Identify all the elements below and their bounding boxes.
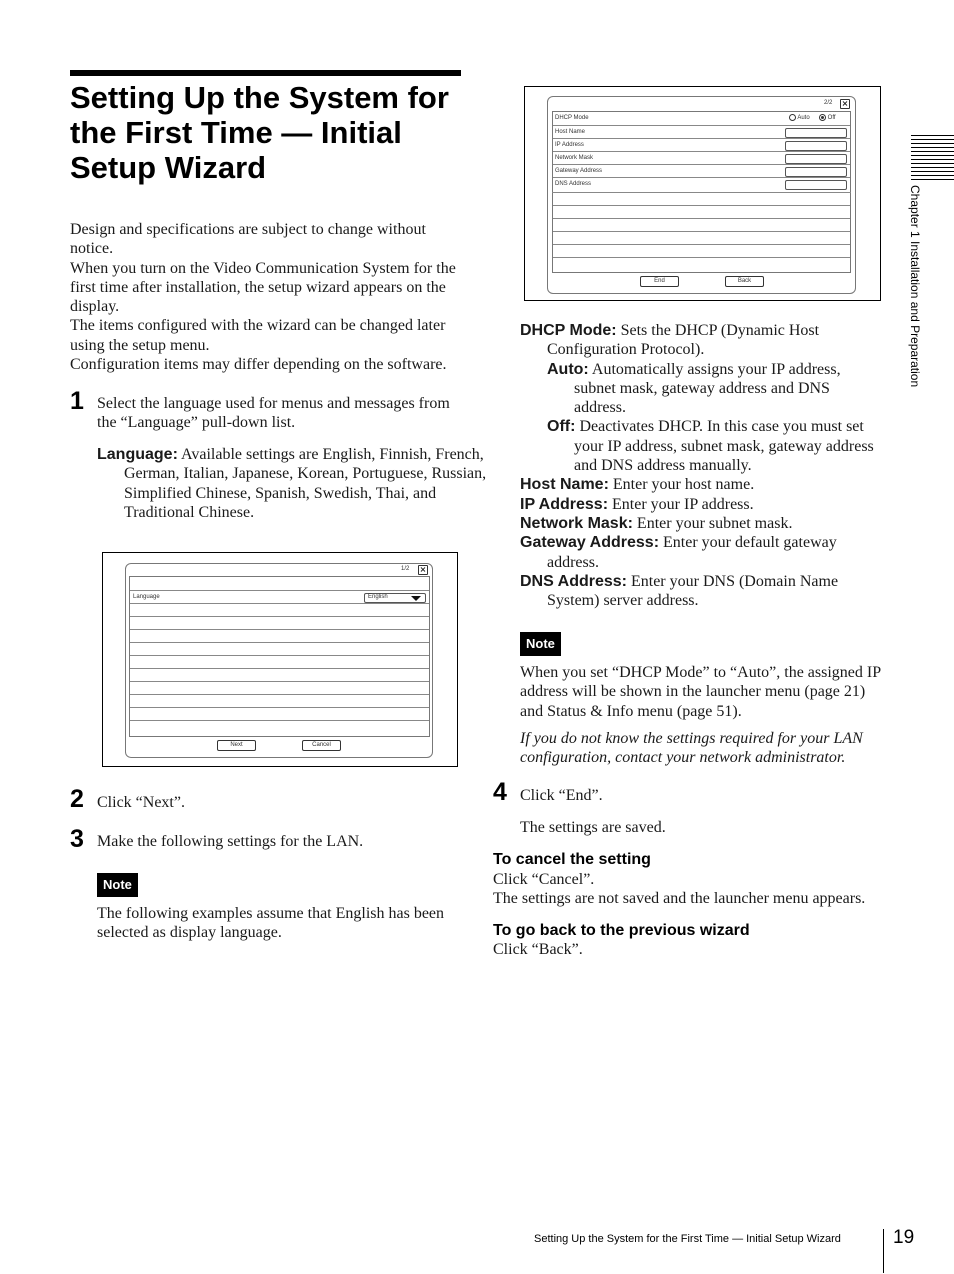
- wizard-page-indicator: 2/2: [824, 100, 833, 106]
- table-row: [130, 629, 429, 643]
- table-row: [130, 681, 429, 695]
- close-icon[interactable]: ×: [419, 565, 427, 574]
- chevron-down-icon: [411, 596, 421, 601]
- dns-label: DNS Address: [555, 181, 592, 187]
- step-3-number: 3: [70, 825, 84, 853]
- language-desc: Available settings are English, Finnish, French, German, Italian, Japanese, Korean, Portuguese, Russian, Simplified Chinese, Spanish, Swedish, Thai, and Traditional Chinese.: [124, 446, 487, 521]
- language-value: English: [368, 594, 388, 600]
- gateway-desc: Enter your default gateway address.: [547, 534, 837, 571]
- step-4-text: Click “End”.: [520, 787, 603, 804]
- step-1-text: Select the language used for menus and messages from the “Language” pull-down list.: [97, 395, 450, 432]
- intro-paragraph: When you turn on the Video Communication System for the first time after installation, the setup wizard appears on the display.: [70, 259, 456, 316]
- footer-divider: [883, 1229, 884, 1273]
- table-row: [130, 668, 429, 682]
- language-definition: [97, 445, 487, 522]
- off-term: Off:: [547, 418, 576, 436]
- auto-term: Auto:: [547, 360, 589, 378]
- note-badge: Note: [97, 873, 138, 897]
- title-line-3: Setup Wizard: [70, 150, 267, 185]
- network-mask-field[interactable]: [785, 154, 847, 164]
- host-name-field[interactable]: [785, 128, 847, 138]
- dns-row: [553, 177, 850, 191]
- chapter-tab-lines: [911, 135, 954, 180]
- step-3-text: Make the following settings for the LAN.: [97, 833, 364, 850]
- lan-definitions: [520, 321, 885, 610]
- step-4-number: 4: [493, 778, 507, 806]
- wizard-page-1-figure: [102, 552, 458, 767]
- intro-paragraph: The items configured with the wizard can be changed later using the setup menu.: [70, 317, 446, 354]
- wizard-page-2-figure: [524, 86, 881, 301]
- back-heading: To go back to the previous wizard: [493, 922, 750, 939]
- next-button[interactable]: Next: [217, 740, 256, 751]
- gateway-row: [553, 164, 850, 178]
- ip-term: IP Address:: [520, 495, 609, 513]
- ip-definition: [520, 495, 885, 514]
- gateway-term: Gateway Address:: [520, 534, 660, 552]
- page-title: [70, 80, 470, 185]
- dns-term: DNS Address:: [520, 572, 627, 590]
- off-desc: Deactivates DHCP. In this case you must set your IP address, subnet mask, gateway address and DNS address manually.: [574, 418, 874, 475]
- dhcp-off-option[interactable]: [819, 114, 836, 121]
- cancel-line-1: Click “Cancel”.: [493, 871, 595, 888]
- title-line-2: the First Time — Initial: [70, 115, 402, 150]
- dns-definition: [520, 572, 885, 611]
- gateway-label: Gateway Address: [555, 168, 603, 174]
- ip-row: [553, 138, 850, 152]
- radio-icon: [789, 114, 796, 121]
- wizard-dialog-2: [547, 96, 856, 294]
- language-row: [130, 590, 429, 604]
- radio-selected-icon: [819, 114, 826, 121]
- table-row: [553, 257, 850, 272]
- auto-desc: Automatically assigns your IP address, subnet mask, gateway address and DNS address.: [574, 360, 841, 417]
- title-line-1: Setting Up the System for: [70, 80, 449, 115]
- table-row: [553, 231, 850, 245]
- dhcp-term: DHCP Mode:: [520, 322, 617, 339]
- page-number: 19: [893, 1227, 915, 1248]
- cancel-button[interactable]: Cancel: [302, 740, 341, 751]
- mask-row: [553, 151, 850, 165]
- table-row: [130, 720, 429, 736]
- table-row: [130, 694, 429, 708]
- wizard-settings-grid: [552, 111, 851, 273]
- dhcp-desc: Sets the DHCP (Dynamic Host Configuration Protocol).: [547, 322, 820, 359]
- table-row: [130, 707, 429, 721]
- back-button[interactable]: Back: [725, 276, 764, 287]
- wizard-settings-grid: [129, 576, 430, 737]
- dns-desc: Enter your DNS (Domain Name System) server address.: [547, 572, 839, 610]
- ip-label: IP Address: [555, 142, 584, 148]
- step-2-number: 2: [70, 785, 84, 813]
- dhcp-label: DHCP Mode: [555, 115, 589, 121]
- step-1-number: 1: [70, 387, 84, 415]
- title-rule: [70, 70, 461, 76]
- table-row: [130, 616, 429, 630]
- footer-title: Setting Up the System for the First Time — Initial Setup Wizard: [534, 1233, 841, 1245]
- off-definition: [547, 417, 885, 475]
- ip-address-field[interactable]: [785, 141, 847, 151]
- cancel-line-2: The settings are not saved and the launcher menu appears.: [493, 890, 866, 907]
- intro: [70, 220, 465, 374]
- dhcp-definition: [520, 321, 885, 360]
- intro-paragraph: Design and specifications are subject to change without notice.: [70, 221, 426, 258]
- note-badge: Note: [520, 632, 561, 656]
- gateway-definition: [520, 533, 885, 572]
- ip-desc: Enter your IP address.: [608, 495, 754, 513]
- step-4-result: The settings are saved.: [520, 819, 666, 836]
- dhcp-row: [553, 112, 850, 125]
- table-row: [552, 192, 851, 206]
- end-button[interactable]: End: [640, 276, 679, 287]
- mask-desc: Enter your subnet mask.: [632, 514, 793, 532]
- chapter-label: Chapter 1 Installation and Preparation: [908, 185, 922, 388]
- step-3-note: The following examples assume that English has been selected as display language.: [97, 905, 445, 942]
- chapter-sidebar: [904, 185, 924, 445]
- network-admin-note: If you do not know the settings required for your LAN configuration, contact your network administrator.: [520, 730, 863, 767]
- off-label: Off: [827, 115, 836, 122]
- table-row: [553, 218, 850, 232]
- wizard-page-indicator: 1/2: [401, 566, 410, 572]
- step-2-text: Click “Next”.: [97, 794, 185, 811]
- gateway-address-field[interactable]: [785, 167, 847, 177]
- auto-label: Auto: [797, 115, 810, 122]
- language-term: Language:: [97, 446, 178, 463]
- host-label: Host Name: [555, 129, 586, 135]
- host-desc: Enter your host name.: [608, 476, 755, 494]
- mask-term: Network Mask:: [520, 514, 633, 532]
- mask-label: Network Mask: [555, 155, 594, 161]
- table-row: [130, 603, 429, 617]
- cancel-heading: To cancel the setting: [493, 851, 651, 868]
- mask-definition: [520, 514, 885, 533]
- dns-address-field[interactable]: [785, 180, 847, 190]
- host-row: [553, 125, 850, 139]
- language-select[interactable]: [364, 593, 426, 603]
- host-term: Host Name:: [520, 476, 609, 494]
- wizard-dialog-1: [125, 563, 433, 758]
- back-line-1: Click “Back”.: [493, 941, 583, 958]
- table-row: [553, 205, 850, 219]
- intro-paragraph: Configuration items may differ depending on the software.: [70, 356, 447, 374]
- table-row: [553, 244, 850, 258]
- dhcp-auto-note: When you set “DHCP Mode” to “Auto”, the assigned IP address will be shown in the launcher menu (page 21) and Status & Info menu (page 51).: [520, 664, 881, 720]
- auto-definition: [547, 360, 885, 418]
- host-definition: [520, 475, 885, 494]
- table-row: [130, 642, 429, 656]
- dhcp-auto-option[interactable]: [789, 114, 810, 121]
- language-label: Language: [133, 594, 160, 600]
- close-icon[interactable]: ×: [841, 99, 849, 108]
- table-row: [130, 655, 429, 669]
